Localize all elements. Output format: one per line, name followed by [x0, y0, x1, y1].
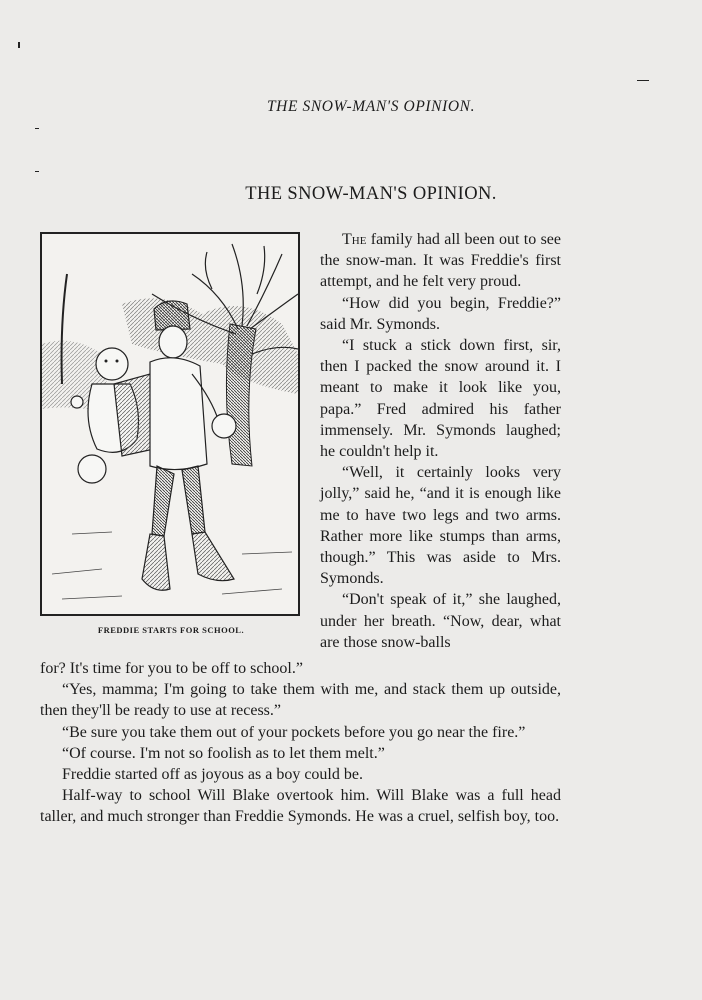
paragraph: “Of course. I'm not so foolish as to let them melt.”	[62, 744, 385, 762]
page-speck	[18, 42, 20, 48]
paragraph: “Be sure you take them out of your pockets before you go near the fire.”	[62, 723, 526, 741]
illustration-freddie	[40, 232, 300, 616]
chapter-title: THE SNOW-MAN'S OPINION.	[245, 184, 497, 204]
paragraph: “Yes, mamma; I'm going to take them with me, and stack them up outside, then they'll be ready to use at recess.”	[40, 681, 561, 720]
illustration-caption: FREDDIE STARTS FOR SCHOOL.	[97, 625, 245, 635]
running-head: THE SNOW-MAN'S OPINION.	[266, 98, 476, 115]
text-column-right	[320, 229, 561, 653]
page-speck	[637, 80, 649, 81]
text-full-width	[40, 658, 561, 828]
paragraph-continuation: for? It's time for you to be off to school.”	[40, 660, 303, 677]
paragraph-text: family had all been out to see the snow-man. It was Freddie's first attempt, and he felt very proud.	[320, 231, 561, 291]
paragraph: “Don't speak of it,” she laughed, under her breath. “Now, dear, what are those snow-balls	[320, 591, 561, 651]
paragraph: “I stuck a stick down first, sir, then I packed the snow around it. I meant to make it look like you, papa.” Fred admired his father immensely. Mr. Symonds laughed; he couldn't help it.	[320, 337, 561, 461]
paragraph	[320, 229, 561, 293]
paragraph: “Well, it certainly looks very jolly,” said he, “and it is enough like me to have two legs and two arms. Rather more like stumps than arms, though.” This was aside to Mrs. Symonds.	[320, 464, 561, 588]
page-speck	[35, 171, 39, 172]
paragraph: “How did you begin, Freddie?” said Mr. Symonds.	[320, 294, 561, 333]
paragraph: Half-way to school Will Blake overtook him. Will Blake was a full head taller, and much stronger than Freddie Symonds. He was a cruel, selfish boy, too.	[40, 787, 561, 826]
paragraph: Freddie started off as joyous as a boy could be.	[62, 766, 363, 784]
drop-word: The	[342, 231, 367, 248]
engraving-illustration	[42, 234, 298, 614]
page-speck	[35, 128, 39, 129]
